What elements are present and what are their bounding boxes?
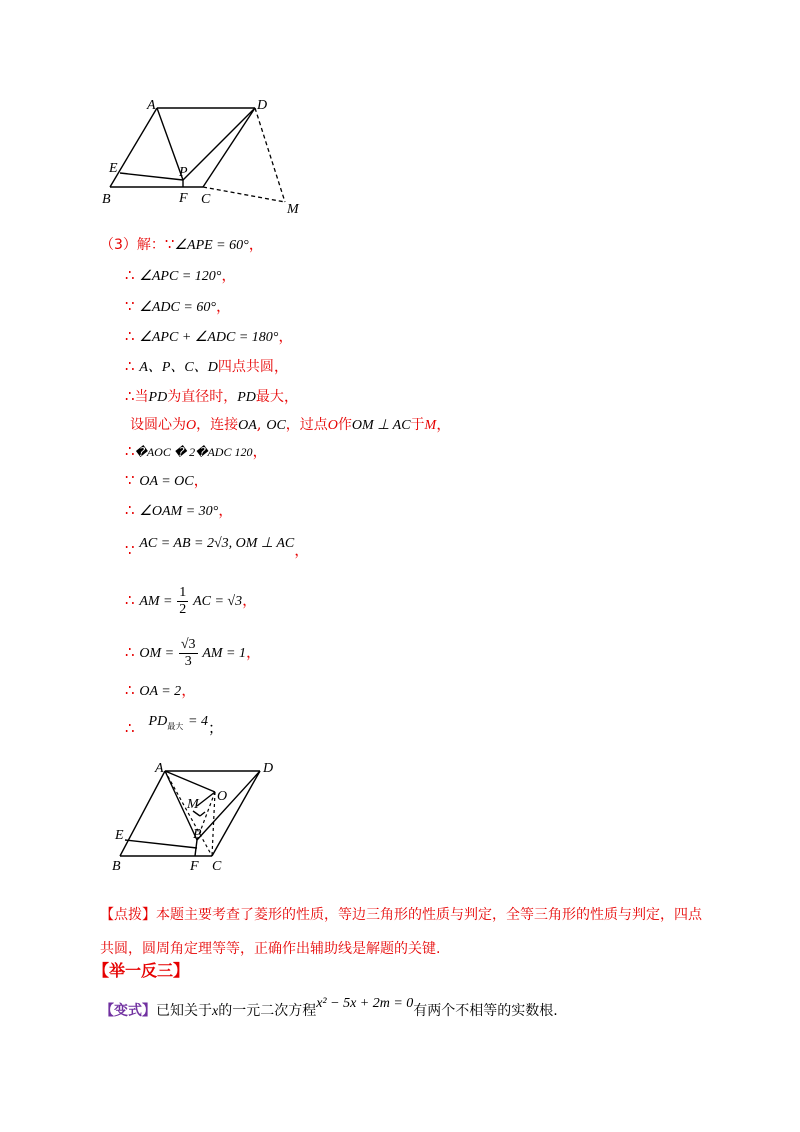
math-var: x (212, 1004, 219, 1019)
semicolon: ； (207, 719, 223, 737)
text: 设圆心为 (130, 417, 186, 433)
text: 当 (134, 389, 149, 405)
step-label: （3）解： (100, 237, 165, 253)
solution-line-14 (125, 680, 196, 702)
since-symbol: ∵ (125, 297, 135, 315)
comma: ， (193, 471, 209, 489)
math-expr: O (186, 418, 197, 433)
math-expr: M (424, 418, 437, 433)
comma: ， (245, 643, 261, 661)
solution-line-3 (125, 296, 231, 318)
label-M: M (187, 797, 199, 812)
math-expr: OM = (139, 646, 175, 661)
solution-line-11 (125, 532, 310, 559)
since-symbol: ∵ (125, 541, 135, 559)
math-expr: ∠ADC = 60° (139, 300, 216, 315)
comma: ， (218, 501, 234, 519)
comma: ， (221, 266, 237, 284)
comma: ， (181, 681, 197, 699)
therefore-symbol: ∴ (125, 357, 135, 375)
therefore-symbol: ∴ (125, 501, 135, 519)
figure-rhombus-2 (105, 758, 295, 873)
therefore-symbol: ∴ (125, 719, 135, 737)
section-heading: 【举一反三】 (93, 961, 190, 980)
label-A: A (147, 98, 156, 113)
therefore-symbol: ∴ (125, 591, 135, 609)
solution-line-1 (100, 234, 264, 256)
fraction-denominator: 3 (184, 653, 192, 669)
solution-line-4 (125, 326, 293, 348)
since-symbol: ∵ (125, 471, 135, 489)
math-expr: ∠APE = 60° (174, 238, 249, 253)
figure-rhombus-1 (95, 95, 315, 220)
therefore-symbol: ∴ (125, 266, 135, 284)
therefore-symbol: ∴ (125, 643, 135, 661)
variant-tag: 【变式】 (100, 1003, 156, 1019)
label-E: E (109, 161, 118, 176)
label-O: O (217, 789, 228, 804)
label-P: P (193, 827, 202, 842)
label-C: C (201, 192, 211, 207)
math-expr: AC = AB = 2√3, OM ⊥ AC (139, 536, 295, 551)
comma: ， (215, 297, 231, 315)
subscript: 最大 (167, 722, 184, 731)
comma: ， (436, 415, 452, 433)
math-expr: AM = (139, 594, 173, 609)
text: ，连接 (196, 417, 239, 433)
solution-line-12 (125, 582, 257, 620)
math-expr: OA = 2 (139, 684, 182, 699)
math-expr: PD (237, 390, 256, 405)
fraction-numerator: √3 (180, 636, 196, 652)
hint-note: 【点拨】本题主要考查了菱形的性质，等边三角形的性质与判定，全等三角形的性质与判定，四点共圆，圆周角定理等等，正确作出辅助线是解题的关键. (100, 907, 702, 957)
equation: x² − 5x + 2m = 0 (316, 996, 414, 1011)
math-expr: PD (148, 390, 168, 405)
math-expr: OC (266, 418, 286, 433)
label-D: D (257, 98, 268, 113)
comma: ， (252, 442, 268, 460)
label-F: F (190, 859, 199, 873)
math-expr: �AOC � 2�ADC 120 (134, 445, 253, 459)
label-B: B (102, 192, 111, 207)
math-expr: OA (238, 418, 257, 433)
label-C: C (212, 859, 222, 873)
solution-line-9 (125, 470, 209, 492)
solution-line-7: 设圆心为O，连接OA, OC，过点O作OM ⊥ AC于M， (130, 415, 452, 433)
math-expr: PD (148, 714, 168, 729)
solution-line-5 (125, 356, 289, 378)
solution-line-10 (125, 500, 233, 522)
label-M: M (287, 202, 299, 217)
fraction (179, 637, 198, 670)
text: 最大 (255, 389, 284, 405)
label-P: P (179, 165, 188, 180)
label-A: A (155, 761, 164, 776)
label-F: F (179, 191, 188, 206)
text: ，过点 (285, 417, 328, 433)
math-expr: AM = 1 (202, 646, 246, 661)
comma: ， (294, 541, 310, 559)
math-expr: ∠APC = 120° (139, 269, 222, 284)
comma: ， (283, 387, 299, 405)
comma: ， (273, 357, 289, 375)
math-expr: = 4 (188, 714, 208, 729)
solution-line-6 (125, 386, 299, 408)
comma: ， (248, 235, 264, 253)
since-symbol: ∵ (164, 235, 175, 253)
text: 作 (337, 417, 352, 433)
therefore-symbol: ∴ (125, 442, 135, 460)
therefore-symbol: ∴ (125, 327, 135, 345)
text: 于 (410, 417, 425, 433)
solution-line-15 (125, 710, 223, 737)
variant-question (100, 996, 558, 1020)
label-E: E (115, 828, 124, 843)
math-expr: A、P、C、D (139, 360, 218, 375)
math-expr: AC = √3 (193, 594, 243, 609)
solution-line-8 (125, 441, 267, 462)
comma: ， (278, 327, 294, 345)
therefore-symbol: ∴ (125, 681, 135, 699)
label-B: B (112, 859, 121, 873)
text: 有两个不相等的实数根. (413, 1003, 558, 1019)
text: 的一元二次方程 (218, 1003, 317, 1019)
fraction-numerator: 1 (179, 584, 187, 600)
math-expr: OA = OC (139, 474, 194, 489)
label-D: D (263, 761, 274, 776)
text: 为直径时， (167, 389, 238, 405)
math-expr: ∠APC + ∠ADC = 180° (139, 330, 279, 345)
math-expr: O (327, 418, 338, 433)
math-expr: OM ⊥ AC (351, 418, 411, 433)
solution-line-13 (125, 634, 261, 672)
solution-line-2 (125, 265, 236, 287)
therefore-symbol: ∴ (125, 387, 135, 405)
text: 四点共圆 (217, 359, 274, 375)
comma: ， (242, 591, 258, 609)
fraction-denominator: 2 (179, 601, 187, 617)
fraction (177, 585, 188, 618)
text: 已知关于 (156, 1003, 212, 1019)
math-expr: ∠OAM = 30° (139, 504, 219, 519)
